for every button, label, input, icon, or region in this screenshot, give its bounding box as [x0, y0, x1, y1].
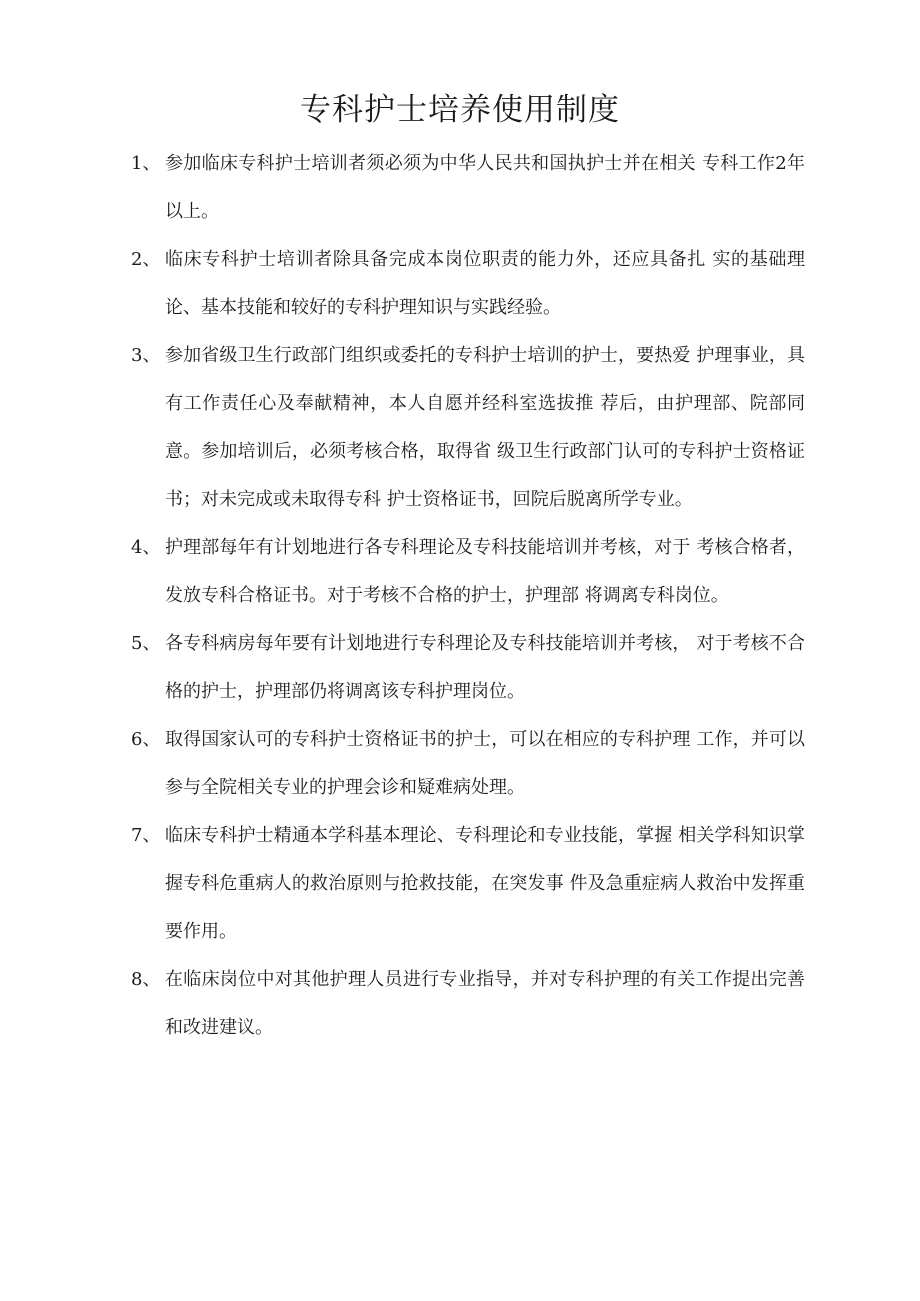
item-text: 各专科病房每年要有计划地进行专科理论及专科技能培训并考核， 对于考核不合格的护士，护理部仍将调离该专科护理岗位。	[165, 633, 805, 702]
list-item	[0, 620, 920, 716]
item-text: 临床专科护士精通本学科基本理论、专科理论和专业技能，掌握 相关学科知识掌握专科危重病人的救治原则与抢救技能，在突发事 件及急重症病人救治中发挥重要作用。	[165, 825, 805, 942]
list-item	[0, 524, 920, 620]
item-text: 参加临床专科护士培训者须必须为中华人民共和国执护士并在相关 专科工作2年以上。	[165, 153, 805, 222]
item-number: 1、	[131, 153, 161, 174]
item-number: 3、	[131, 345, 161, 366]
list-item	[0, 332, 920, 524]
item-number: 7、	[131, 825, 161, 846]
item-number: 2、	[131, 249, 161, 270]
list-item	[0, 956, 920, 1052]
item-text: 临床专科护士培训者除具备完成本岗位职责的能力外，还应具备扎 实的基础理论、基本技能和较好的专科护理知识与实践经验。	[165, 249, 805, 318]
item-number: 4、	[131, 537, 161, 558]
item-text: 护理部每年有计划地进行各专科理论及专科技能培训并考核，对于 考核合格者，发放专科合格证书。对于考核不合格的护士，护理部 将调离专科岗位。	[165, 537, 805, 606]
item-number: 5、	[131, 633, 161, 654]
item-number: 8、	[131, 969, 161, 990]
item-text: 取得国家认可的专科护士资格证书的护士，可以在相应的专科护理 工作，并可以参与全院相关专业的护理会诊和疑难病处理。	[165, 729, 805, 798]
item-text: 在临床岗位中对其他护理人员进行专业指导，并对专科护理的有关工作提出完善和改进建议。	[165, 969, 805, 1038]
list-item	[0, 140, 920, 236]
item-number: 6、	[131, 729, 161, 750]
list-item	[0, 716, 920, 812]
list-item	[0, 236, 920, 332]
regulation-list	[0, 140, 920, 1052]
list-item	[0, 812, 920, 956]
item-text: 参加省级卫生行政部门组织或委托的专科护士培训的护士，要热爱 护理事业，具有工作责任心及奉献精神，本人自愿并经科室选拔推 荐后，由护理部、院部同意。参加培训后，必须考核合格，取得省 级卫生行政部门认可的专科护士资格证书；对未完成或未取得专科 护士资格证书，回院后脱离所学专业。	[165, 345, 805, 510]
page-title: 专科护士培养使用制度	[300, 92, 620, 128]
